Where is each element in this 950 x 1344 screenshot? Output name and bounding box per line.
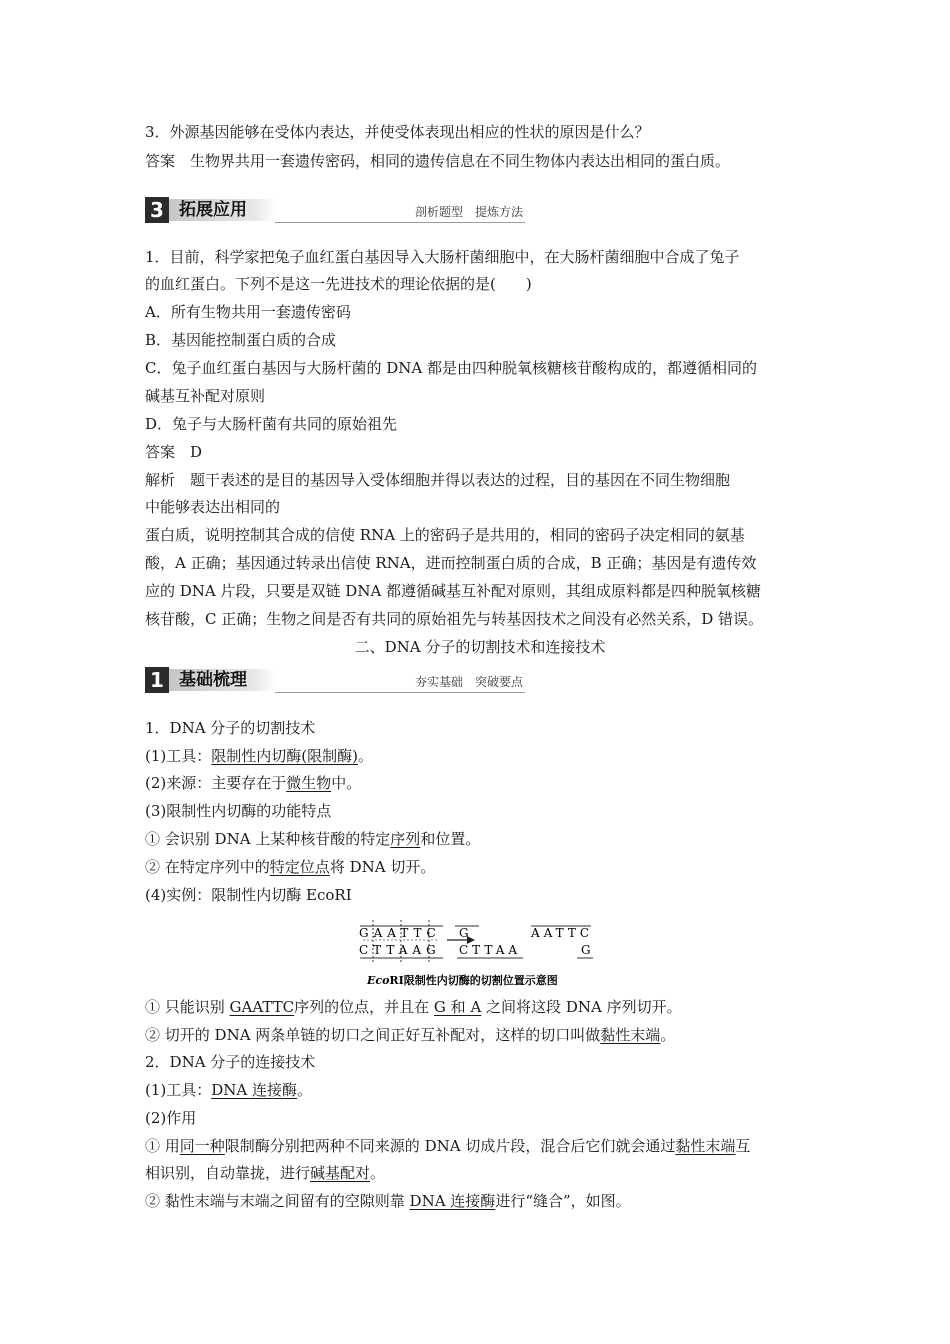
exercise-answer: 答案 D bbox=[145, 443, 203, 461]
analysis-line: 中能够表达出相同的 bbox=[145, 498, 281, 516]
cut-feature: (3)限制性内切酶的功能特点 bbox=[145, 802, 332, 820]
ecori-site-answer: G 和 A bbox=[433, 998, 482, 1016]
banner-subtitle: 夯实基础 突破要点 bbox=[414, 675, 523, 689]
text: 相识别，自动靠拢，进行 bbox=[145, 1164, 311, 1182]
ecori-svg bbox=[355, 918, 605, 992]
banner-subtitle: 剖析题型 提炼方法 bbox=[414, 205, 523, 219]
ecori-point-1 bbox=[145, 997, 815, 1017]
ecori-point-2 bbox=[145, 1025, 815, 1045]
option-c: C．兔子血红蛋白基因与大肠杆菌的 DNA 都是由四种脱氧核糖核苷酸构成的，都遵循相同的 bbox=[145, 359, 758, 377]
ecori-sequence-answer: GAATTC bbox=[229, 998, 295, 1016]
cut-source-answer: 微生物 bbox=[286, 774, 332, 792]
text: (1)工具： bbox=[145, 1081, 212, 1099]
banner-number: 1 bbox=[145, 667, 169, 693]
text: 进行“缝合”，如图。 bbox=[495, 1192, 631, 1210]
cut-tool-label: (1)工具： bbox=[145, 747, 212, 765]
ecori-cut-diagram bbox=[355, 918, 605, 992]
text: 限制酶分别把两种不同来源的 DNA 切成片段，混合后它们就会通过 bbox=[224, 1137, 676, 1155]
link-point-1 bbox=[145, 1136, 815, 1156]
cut-example: (4)实例：限制性内切酶 EcoRⅠ bbox=[145, 886, 352, 904]
ligase-answer: DNA 连接酶 bbox=[409, 1192, 496, 1210]
caption-italic: Eco bbox=[367, 974, 390, 987]
same-enzyme-answer: 同一种 bbox=[179, 1137, 225, 1155]
top-strand: GAATTC bbox=[359, 926, 441, 940]
sticky-end-answer: 黏性末端 bbox=[675, 1137, 736, 1155]
analysis-line: 应的 DNA 片段，只要是双链 DNA 都遵循碱基互补配对原则，其组成原料都是四种脱氧核糖 bbox=[145, 582, 762, 600]
exercise-question-line: 1．目前，科学家把兔子血红蛋白基因导入大肠杆菌细胞中，在大肠杆菌细胞中合成了兔子 bbox=[145, 248, 740, 266]
text: ① 只能识别 bbox=[145, 998, 230, 1016]
link-function: (2)作用 bbox=[145, 1109, 197, 1127]
option-c-continued: 碱基互补配对原则 bbox=[145, 387, 266, 405]
analysis-line: 酸，A 正确；基因通过转录出信使 RNA，进而控制蛋白质的合成，B 正确；基因是有遗传效 bbox=[145, 554, 757, 572]
cut-feature-2 bbox=[145, 857, 815, 877]
base-pairing-answer: 碱基配对 bbox=[310, 1164, 371, 1182]
bottom-strand: CTTAAG bbox=[359, 943, 441, 957]
text: 之间将这段 DNA 序列切开。 bbox=[481, 998, 682, 1016]
banner-number: 3 bbox=[145, 197, 169, 223]
text: 互 bbox=[735, 1137, 751, 1155]
figure-caption bbox=[366, 973, 558, 987]
banner-rule bbox=[275, 692, 525, 693]
sticky-end-answer: 黏性末端 bbox=[600, 1026, 661, 1044]
text: 。 bbox=[370, 1164, 386, 1182]
section-2-title: 二、DNA 分子的切割技术和连接技术 bbox=[354, 638, 606, 656]
answer-3: 答案 生物界共用一套遗传密码，相同的遗传信息在不同生物体内表达出相同的蛋白质。 bbox=[145, 152, 731, 170]
text: 。 bbox=[297, 1081, 313, 1099]
caption-rest: RⅠ限制性内切酶的切割位置示意图 bbox=[389, 974, 558, 987]
cut-source bbox=[145, 773, 815, 793]
fragment-1-top: G bbox=[459, 926, 469, 940]
fragment-2-bottom: G bbox=[581, 943, 591, 957]
analysis-line: 核苷酸，C 正确；生物之间是否有共同的原始祖先与转基因技术之间没有必然关系，D 错误。 bbox=[145, 610, 764, 628]
text: 序列的位点，并且在 bbox=[294, 998, 434, 1016]
link-tool bbox=[145, 1080, 815, 1100]
text: ② 黏性末端与末端之间留有的空隙则靠 bbox=[145, 1192, 410, 1210]
analysis-line: 蛋白质，说明控制其合成的信使 RNA 上的密码子是共用的，相同的密码子决定相同的氨基 bbox=[145, 526, 745, 544]
exercise-question-line: 的血红蛋白。下列不是这一先进技术的理论依据的是( ) bbox=[145, 275, 532, 293]
banner-rule bbox=[275, 222, 525, 223]
question-3: 3．外源基因能够在受体内表达，并使受体表现出相应的性状的原因是什么？ bbox=[145, 123, 650, 141]
cut-tool bbox=[145, 746, 815, 766]
link-tool-answer: DNA 连接酶 bbox=[211, 1081, 298, 1099]
option-b: B．基因能控制蛋白质的合成 bbox=[145, 331, 337, 349]
text: ② 切开的 DNA 两条单链的切口之间正好互补配对，这样的切口叫做 bbox=[145, 1026, 601, 1044]
link-point-2 bbox=[145, 1191, 815, 1211]
cut-tool-answer: 限制性内切酶(限制酶) bbox=[211, 747, 358, 765]
punct: 。 bbox=[357, 747, 373, 765]
banner-title: 拓展应用 bbox=[179, 200, 247, 220]
cut-feature-1 bbox=[145, 829, 815, 849]
text: 和位置。 bbox=[420, 830, 481, 848]
link-point-1-continued bbox=[145, 1163, 815, 1183]
cut-heading: 1．DNA 分子的切割技术 bbox=[145, 719, 316, 737]
text: 。 bbox=[660, 1026, 676, 1044]
fragment-2-top: AATTC bbox=[531, 926, 594, 940]
banner-title: 基础梳理 bbox=[179, 670, 247, 690]
analysis-line: 解析 题干表述的是目的基因导入受体细胞并得以表达的过程，目的基因在不同生物细胞 bbox=[145, 471, 731, 489]
fragment-1-bottom: CTTAA bbox=[459, 943, 522, 957]
text: ① 用 bbox=[145, 1137, 180, 1155]
section-banner-basics bbox=[145, 667, 525, 693]
text: ① 会识别 DNA 上某种核苷酸的特定 bbox=[145, 830, 391, 848]
option-a: A．所有生物共用一套遗传密码 bbox=[145, 303, 351, 321]
link-heading: 2．DNA 分子的连接技术 bbox=[145, 1053, 316, 1071]
option-d: D．兔子与大肠杆菌有共同的原始祖先 bbox=[145, 415, 398, 433]
punct: 中。 bbox=[331, 774, 362, 792]
cut-feature-1-answer: 序列 bbox=[390, 830, 421, 848]
cut-source-label: (2)来源：主要存在于 bbox=[145, 774, 287, 792]
text: ② 在特定序列中的 bbox=[145, 858, 270, 876]
cut-feature-2-answer: 特定位点 bbox=[269, 858, 330, 876]
text: 将 DNA 切开。 bbox=[329, 858, 436, 876]
section-banner-extension bbox=[145, 197, 525, 223]
